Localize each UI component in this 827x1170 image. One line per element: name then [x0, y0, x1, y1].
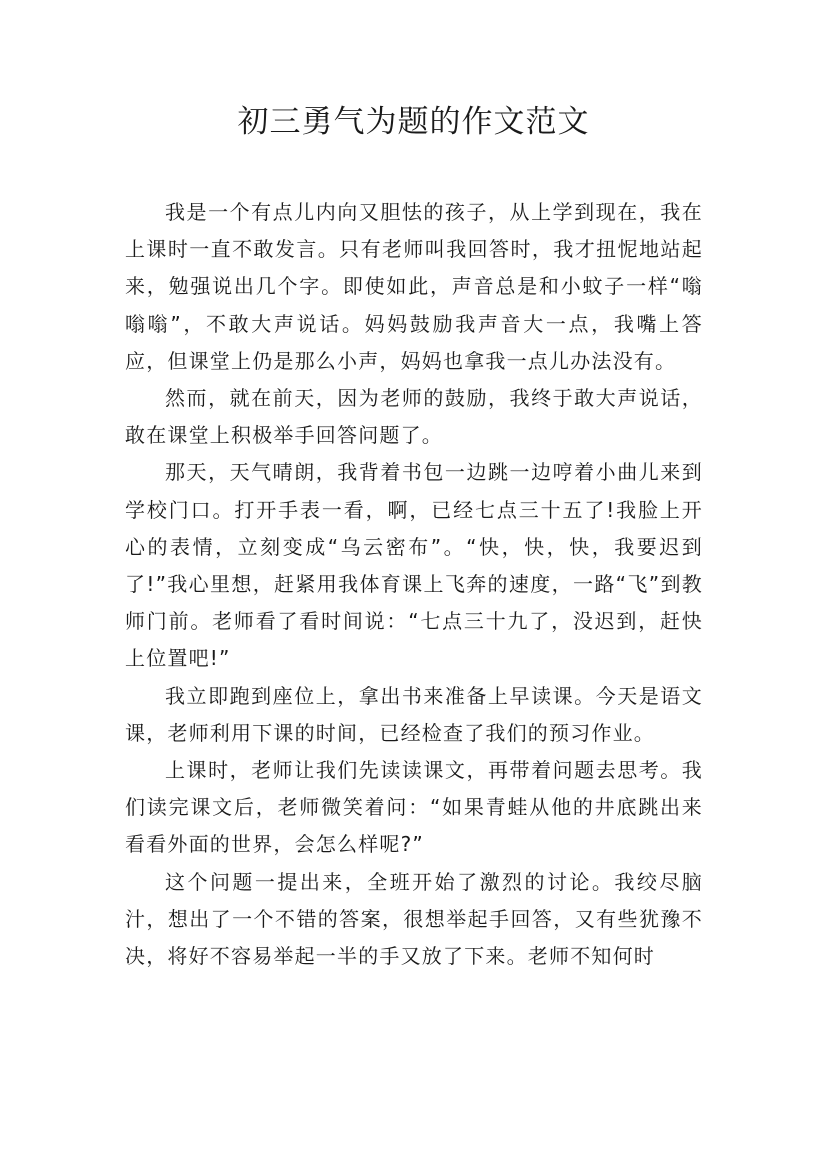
paragraph: 我是一个有点儿内向又胆怯的孩子，从上学到现在，我在上课时一直不敢发言。只有老师叫我回答时，我才扭怩地站起来，勉强说出几个字。即使如此，声音总是和小蚊子一样“嗡嗡嗡”，不敢大声说话。妈妈鼓励我声音大一点，我嘴上答应，但课堂上仍是那么小声，妈妈也拿我一点儿办法没有。 — [125, 200, 703, 373]
paragraph: 这个问题一提出来，全班开始了激烈的讨论。我绞尽脑汁，想出了一个不错的答案，很想举起手回答，又有些犹豫不决，将好不容易举起一半的手又放了下来。老师不知何时 — [125, 869, 703, 969]
paragraph: 那天，天气晴朗，我背着书包一边跳一边哼着小曲儿来到学校门口。打开手表一看，啊，已经七点三十五了!我脸上开心的表情，立刻变成“乌云密布”。“快，快，快，我要迟到了!”我心里想，赶紧用我体育课上飞奔的速度，一路“飞”到教师门前。老师看了看时间说：“七点三十九了，没迟到，赶快上位置吧!” — [125, 460, 703, 671]
paragraph: 我立即跑到座位上，拿出书来准备上早读课。今天是语文课，老师利用下课的时间，已经检查了我们的预习作业。 — [125, 683, 703, 745]
essay-body — [125, 194, 703, 975]
paragraph: 然而，就在前天，因为老师的鼓励，我终于敢大声说话，敢在课堂上积极举手回答问题了。 — [125, 386, 703, 448]
paragraph: 上课时，老师让我们先读读课文，再带着问题去思考。我们读完课文后，老师微笑着问：“如果青蛙从他的井底跳出来看看外面的世界，会怎么样呢?” — [125, 758, 703, 857]
document-title: 初三勇气为题的作文范文 — [237, 104, 590, 140]
